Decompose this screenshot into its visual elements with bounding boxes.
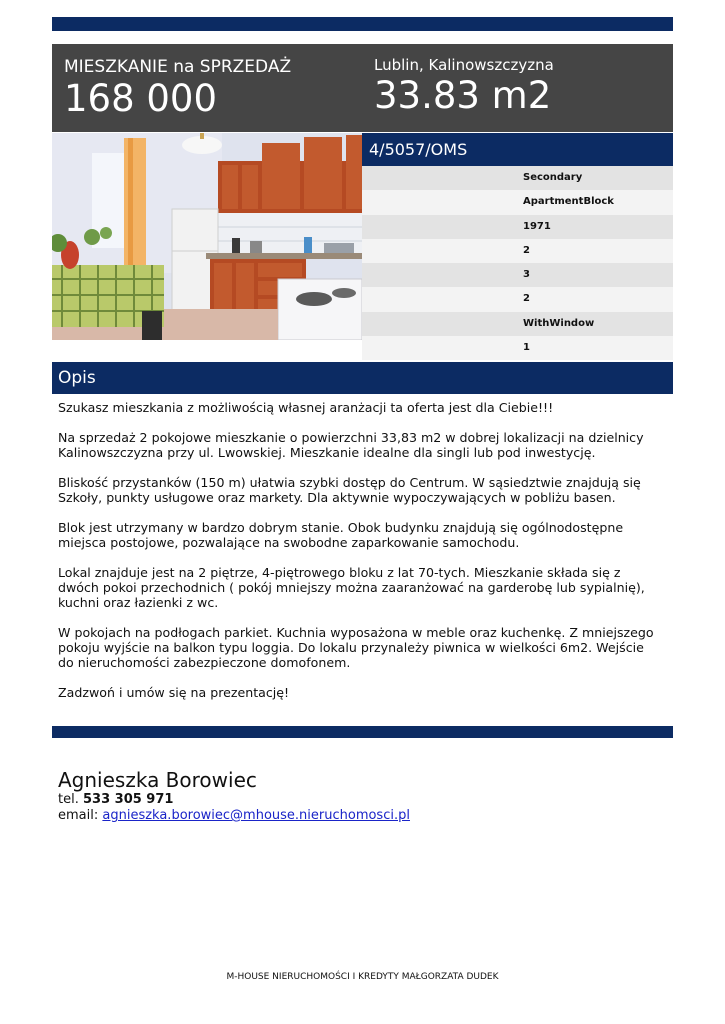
spec-row: [362, 263, 673, 287]
footer-company: M-HOUSE NIERUCHOMOŚCI I KREDYTY MAŁGORZATA DUDEK: [226, 972, 499, 982]
kitchen-photo: [52, 133, 362, 340]
spec-value: 2: [523, 293, 530, 305]
agent-name: Agnieszka Borowiec: [58, 768, 257, 792]
description-paragraph: Blok jest utrzymany w bardzo dobrym stanie. Obok budynku znajdują się ogólnodostępne miejsca postojowe, pozwalające na swobodne zaparkowanie samochodu.: [58, 520, 624, 550]
description-paragraph: Lokal znajduje jest na 2 piętrze, 4-piętrowego bloku z lat 70-tych. Mieszkanie składa się z dwóch pokoi przechodnich ( pokój mniejszy można zaaranżować na garderobę lub sypialnię), kuchni oraz łazienki z wc.: [58, 565, 645, 610]
spec-value: 3: [523, 269, 530, 281]
offer-type: MIESZKANIE na SPRZEDAŻ: [64, 57, 292, 77]
bottom-accent-bar: [52, 726, 673, 738]
description-paragraph: W pokojach na podłogach parkiet. Kuchnia wyposażona w meble oraz kuchenkę. Z mniejszego pokoju wyjście na balkon typu loggia. Do lokalu przynależy piwnica w wielkości 6m2. Wejście do nieruchomości zabezpieczone domofonem.: [58, 625, 654, 670]
description-paragraph: Bliskość przystanków (150 m) ułatwia szybki dostęp do Centrum. W sąsiedztwie znajdują się Szkoły, punkty usługowe oraz markety. Dla aktywnie wypoczywających w pobliżu basen.: [58, 475, 641, 505]
description-paragraph: Zadzwoń i umów się na prezentację!: [58, 685, 290, 700]
area: 33.83 m2: [374, 74, 552, 117]
spec-value: 2: [523, 244, 530, 256]
description-heading-bar: [52, 362, 673, 394]
location: Lublin, Kalinowszczyzna: [374, 56, 554, 74]
spec-row: [362, 239, 673, 263]
spec-row: [362, 215, 673, 239]
price: 168 000: [64, 77, 218, 120]
description-paragraph: Na sprzedaż 2 pokojowe mieszkanie o powierzchni 33,83 m2 w dobrej lokalizacji na dzielnicy Kalinowszczyzna przy ul. Lwowskiej. Mieszkanie idealne dla singli lub pod inwestycję.: [58, 430, 644, 460]
reference-bar: [362, 133, 673, 166]
listing-reference: 4/5057/OMS: [369, 140, 468, 159]
spec-row: [362, 166, 673, 190]
top-accent-bar: [52, 17, 673, 31]
agent-phone-line: [58, 792, 410, 808]
spec-row: [362, 287, 673, 311]
spec-build-year: 1971: [523, 220, 551, 232]
phone-label: tel.: [58, 792, 79, 807]
agent-email-line: [58, 808, 410, 824]
email-label: email:: [58, 808, 99, 823]
property-specs: [362, 166, 673, 360]
spec-row: [362, 190, 673, 214]
spec-value: 1: [523, 342, 530, 354]
description-text: [58, 400, 663, 715]
property-photo: [52, 133, 362, 340]
listing-header: [52, 44, 673, 132]
spec-row: [362, 336, 673, 360]
spec-building-type: ApartmentBlock: [523, 196, 614, 208]
description-title: Opis: [58, 368, 96, 388]
spec-market: Secondary: [523, 172, 583, 183]
agent-contact: [58, 768, 410, 824]
description-paragraph: Szukasz mieszkania z możliwością własnej aranżacji ta oferta jest dla Ciebie!!!: [58, 400, 554, 415]
spec-kitchen: WithWindow: [523, 317, 595, 329]
agent-email-link[interactable]: agnieszka.borowiec@mhouse.nieruchomosci.pl: [102, 808, 410, 823]
spec-row: [362, 312, 673, 336]
agent-phone[interactable]: 533 305 971: [82, 792, 174, 807]
